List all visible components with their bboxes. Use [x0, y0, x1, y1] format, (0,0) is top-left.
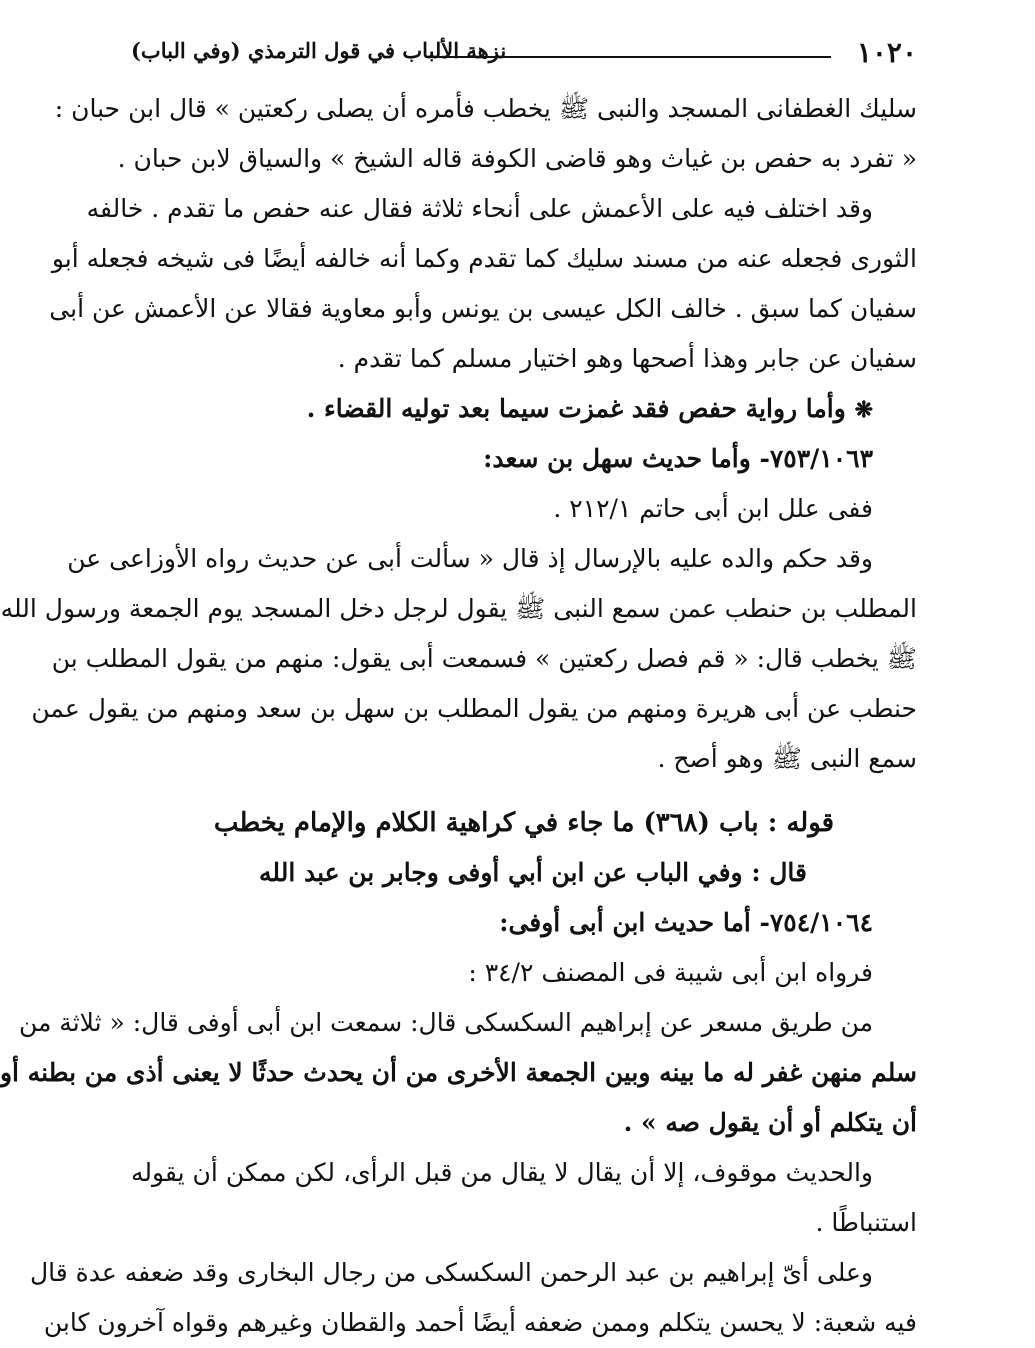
- text-line: سفيان عن جابر وهذا أصحها وهو اختيار مسلم كما تقدم .: [337, 344, 917, 373]
- source-line: فرواه ابن أبى شيبة فى المصنف ٣٤/٢ :: [468, 958, 873, 987]
- text-line: سلم منهن غفر له ما بينه وبين الجمعة الأخرى من أن يحدث حدثًا لا يعنى أذى من بطنه أو: [0, 1058, 917, 1087]
- paragraph-misar: [0, 998, 917, 1148]
- paragraph-disagreement: [49, 184, 917, 384]
- paragraph-continuation: [54, 84, 917, 184]
- text-line: سمع النبى ﷺ وهو أصح .: [657, 744, 917, 773]
- source-line: ففى علل ابن أبى حاتم ٢١٢/١ .: [553, 494, 873, 523]
- note-text: وأما رواية حفص فقد غمزت سيما بعد توليه القضاء .: [306, 394, 846, 423]
- paragraph-mawquf: [131, 1148, 917, 1248]
- text-line: أن يتكلم أو أن يقول صه » .: [623, 1108, 917, 1137]
- hadith-heading-sahl: ٧٥٣/١٠٦٣- وأما حديث سهل بن سعد:: [483, 444, 873, 473]
- hadith-heading-ibn-abi-awfa: ٧٥٤/١٠٦٤- أما حديث ابن أبى أوفى:: [499, 908, 873, 937]
- text-line: المطلب بن حنطب عمن سمع النبى ﷺ يقول لرجل دخل المسجد يوم الجمعة ورسول الله: [0, 594, 917, 623]
- bullet-mark: ❋: [854, 397, 873, 423]
- text-line: سليك الغطفانى المسجد والنبى ﷺ يخطب فأمره أن يصلى ركعتين » قال ابن حبان :: [54, 94, 917, 123]
- page-header: [131, 36, 917, 76]
- running-title: نزهة الألباب في قول الترمذي (وفي الباب): [131, 38, 507, 63]
- paragraph-saksaki: [29, 1248, 917, 1348]
- text-line: وعلى أىّ إبراهيم بن عبد الرحمن السكسكى من رجال البخارى وقد ضعفه عدة قال: [29, 1258, 873, 1287]
- text-line: استنباطًا .: [815, 1208, 917, 1237]
- book-page: [0, 36, 917, 1337]
- text-line: « تفرد به حفص بن غياث وهو قاضى الكوفة قاله الشيخ » والسياق لابن حبان .: [117, 144, 917, 173]
- text-line: والحديث موقوف، إلا أن يقال لا يقال من قبل الرأى، لكن ممكن أن يقوله: [131, 1158, 873, 1187]
- text-line: وقد اختلف فيه على الأعمش على أنحاء ثلاثة فقال عنه حفص ما تقدم . خالفه: [86, 194, 873, 223]
- note-hafs: [131, 384, 917, 434]
- text-line: من طريق مسعر عن إبراهيم السكسكى قال: سمعت ابن أبى أوفى قال: « ثلاثة من: [18, 1008, 873, 1037]
- text-line: سفيان كما سبق . خالف الكل عيسى بن يونس وأبو معاوية فقالا عن الأعمش عن أبى: [49, 294, 917, 323]
- text-line: فيه شعبة: لا يحسن يتكلم وممن ضعفه أيضًا أحمد والقطان وغيرهم وقواه آخرون كابن: [43, 1308, 917, 1337]
- page-number: ١٠٢٠: [856, 36, 917, 69]
- chapter-heading: قوله : باب (٣٦٨) ما جاء في كراهية الكلام والإمام يخطب: [213, 808, 835, 838]
- text-line: حنطب عن أبى هريرة ومنهم من يقول المطلب بن سهل بن سعد ومنهم من يقول عمن: [31, 694, 917, 723]
- text-line: الثورى فجعله عنه من مسند سليك كما تقدم وكما أنه خالفه أيضًا فى شيخه فجعله أبو: [51, 244, 917, 273]
- text-line: ﷺ يخطب قال: « قم فصل ركعتين » فسمعت أبى يقول: منهم من يقول المطلب بن: [51, 644, 917, 673]
- chapter-subheading: قال : وفي الباب عن ابن أبي أوفى وجابر بن عبد الله: [259, 858, 807, 887]
- paragraph-abu-hatim: [0, 534, 917, 784]
- text-line: وقد حكم والده عليه بالإرسال إذ قال « سألت أبى عن حديث رواه الأوزاعى عن: [67, 544, 873, 573]
